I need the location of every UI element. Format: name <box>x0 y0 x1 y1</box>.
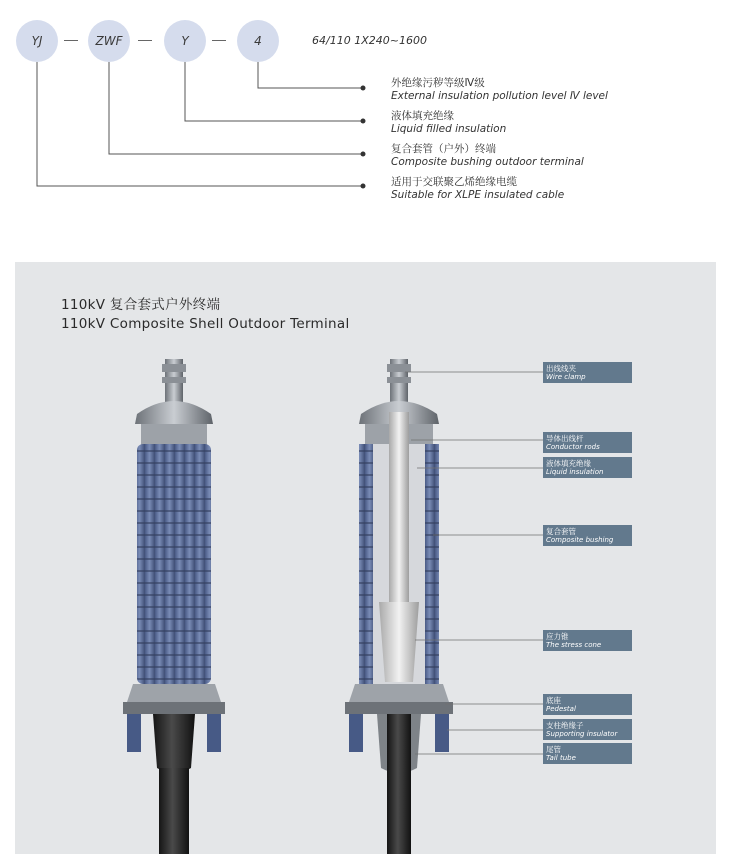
legend-en: Liquid filled insulation <box>391 123 507 135</box>
connector-line <box>109 62 363 154</box>
callout-zh: 出线线夹 <box>546 364 576 373</box>
top-cap <box>135 401 213 424</box>
callout-en: Composite bushing <box>546 536 614 544</box>
tail-tube <box>153 714 195 773</box>
panel-title-en: 110kV Composite Shell Outdoor Terminal <box>61 316 350 332</box>
connector-dot <box>361 86 366 91</box>
cable-spec: 64/110 1X240~1600 <box>312 34 427 47</box>
supporting-insulator <box>127 714 141 752</box>
callout-composite-bushing <box>543 525 632 546</box>
terminal-external-view <box>123 359 225 854</box>
supporting-insulator <box>207 714 221 752</box>
legend-zh: 液体填充绝缘 <box>391 110 454 122</box>
callout-zh: 复合套管 <box>546 527 576 536</box>
panel-title-zh: 110kV 复合套式户外终端 <box>61 297 221 313</box>
connector-dot <box>361 119 366 124</box>
callout-tail-tube <box>543 743 632 764</box>
callout-liquid-insulation <box>543 457 632 478</box>
callout-conductor-rods <box>543 432 632 453</box>
pedestal-plate <box>127 684 221 702</box>
legend-item-composite-bushing <box>391 143 584 169</box>
terminal-illustrations <box>15 262 716 854</box>
connector-dot <box>361 184 366 189</box>
product-panel <box>15 262 716 854</box>
legend-item-xlpe-cable <box>391 176 564 202</box>
callout-pedestal <box>543 694 632 715</box>
legend-zh: 适用于交联聚乙烯绝缘电缆 <box>391 176 517 188</box>
legend-en: Suitable for XLPE insulated cable <box>391 189 565 201</box>
code-circle-yj: YJ <box>16 20 58 62</box>
callout-zh: 导体出线杆 <box>546 434 584 443</box>
callout-en: Pedestal <box>546 705 576 713</box>
composite-bushing-sheds <box>137 444 211 684</box>
code-circle-y: Y <box>164 20 206 62</box>
legend-item-pollution-level <box>391 77 608 103</box>
legend-item-liquid-insulation <box>391 110 506 136</box>
callout-en: Supporting insulator <box>546 730 618 738</box>
stress-cone <box>379 602 419 682</box>
callout-en: The stress cone <box>546 641 602 649</box>
terminal-cutaway-view <box>345 359 453 854</box>
legend-zh: 外绝缘污秽等级Ⅳ级 <box>391 77 485 89</box>
cable <box>159 768 189 854</box>
callout-supporting-insulator <box>543 719 632 740</box>
callout-zh: 应力锥 <box>546 632 569 641</box>
code-circle-zwf: ZWF <box>88 20 130 62</box>
callout-zh: 底座 <box>546 696 561 705</box>
legend-connectors <box>0 0 732 250</box>
code-circle-4: 4 <box>237 20 279 62</box>
callout-wire-clamp <box>543 362 632 383</box>
callout-en: Conductor rods <box>546 443 600 451</box>
callout-stress-cone <box>543 630 632 651</box>
connector-dot <box>361 152 366 157</box>
callout-en: Wire clamp <box>546 373 586 381</box>
legend-zh: 复合套管（户外）终端 <box>391 143 496 155</box>
callout-en: Tail tube <box>546 754 576 762</box>
connector-line <box>258 62 363 88</box>
legend-en: External insulation pollution level Ⅳ level <box>391 90 608 102</box>
callout-en: Liquid insulation <box>546 468 604 476</box>
connector-line <box>185 62 363 121</box>
callout-zh: 尾管 <box>546 745 561 754</box>
model-code-section <box>0 0 732 250</box>
callout-zh: 液体填充绝缘 <box>546 459 591 468</box>
callout-zh: 支柱绝缘子 <box>546 721 584 730</box>
legend-en: Composite bushing outdoor terminal <box>391 156 584 168</box>
connector-line <box>37 62 363 186</box>
